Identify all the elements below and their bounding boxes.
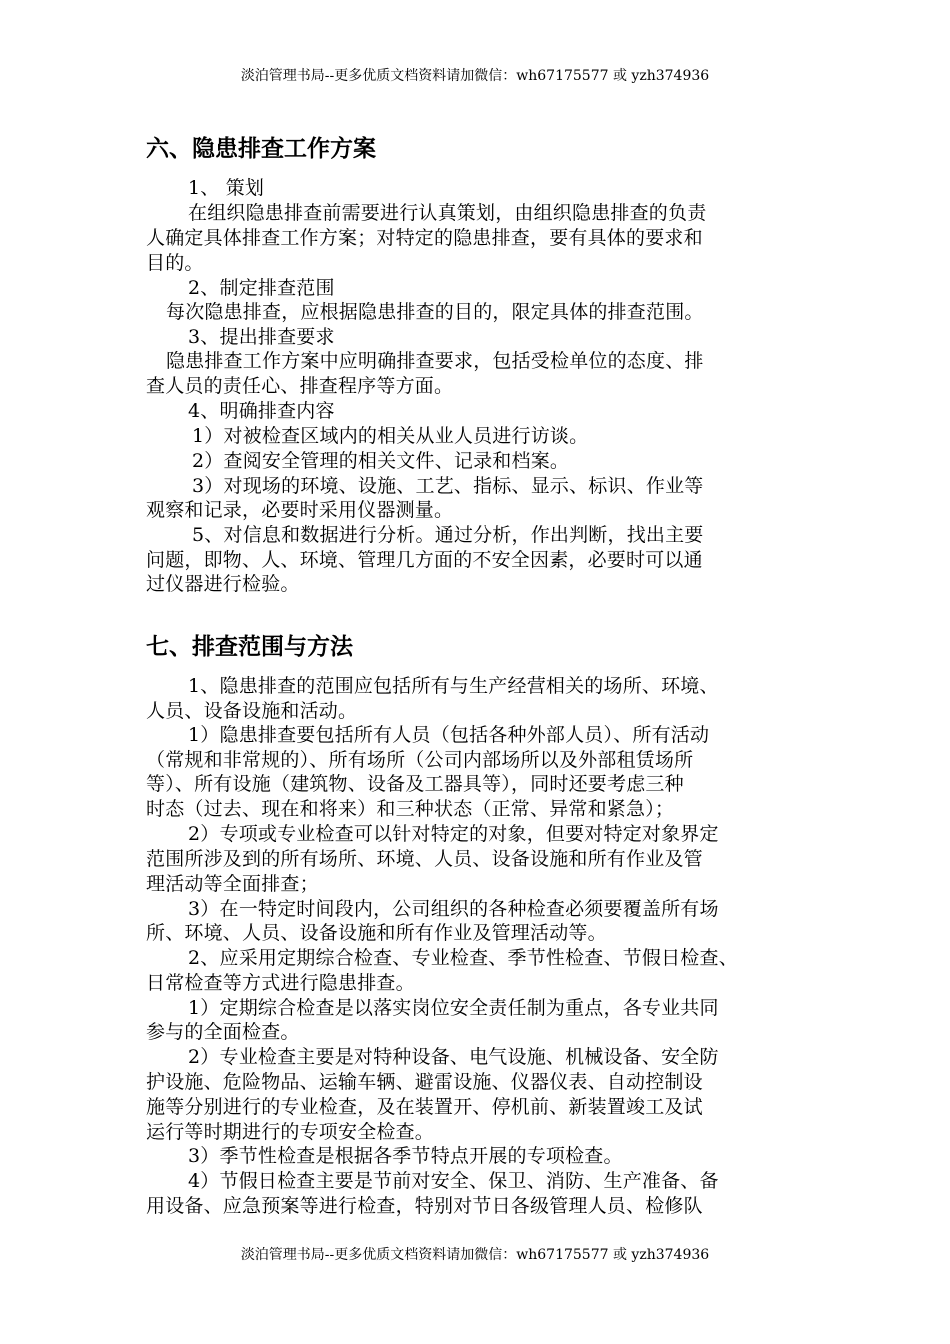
s6-line-6: 每次隐患排查，应根据隐患排查的目的，限定具体的排查范围。 bbox=[166, 301, 704, 323]
s7-line-8: 范围所涉及到的所有场所、环境、人员、设备设施和所有作业及管 bbox=[146, 848, 703, 870]
s7-line-10: 3）在一特定时间段内，公司组织的各种检查必须要覆盖所有场 bbox=[188, 898, 719, 920]
s7-line-12: 2、应采用定期综合检查、专业检查、季节性检查、节假日检查、 bbox=[188, 947, 738, 969]
s7-line-16: 2）专业检查主要是对特种设备、电气设施、机械设备、安全防 bbox=[188, 1046, 719, 1068]
s6-line-1: 1、 策划 bbox=[188, 177, 265, 199]
s7-line-19: 运行等时期进行的专项安全检查。 bbox=[146, 1121, 435, 1143]
s6-line-2: 在组织隐患排查前需要进行认真策划，由组织隐患排查的负责 bbox=[188, 202, 707, 224]
s6-line-14: 观察和记录，必要时采用仪器测量。 bbox=[146, 499, 454, 521]
s6-line-15: 5、对信息和数据进行分析。通过分析，作出判断，找出主要 bbox=[192, 524, 704, 546]
s6-line-4: 目的。 bbox=[146, 252, 204, 274]
s6-line-11: 1）对被检查区域内的相关从业人员进行访谈。 bbox=[192, 425, 589, 447]
s6-line-17: 过仪器进行检验。 bbox=[146, 573, 300, 595]
page-header: 淡泊管理书局--更多优质文档资料请加微信：wh67175577 或 yzh374936 bbox=[240, 68, 710, 84]
s7-line-22: 用设备、应急预案等进行检查，特别对节日各级管理人员、检修队 bbox=[146, 1195, 703, 1217]
s7-line-13: 日常检查等方式进行隐患排查。 bbox=[146, 972, 415, 994]
s6-line-13: 3）对现场的环境、设施、工艺、指标、显示、标识、作业等 bbox=[192, 475, 704, 497]
s7-line-14: 1）定期综合检查是以落实岗位安全责任制为重点，各专业共同 bbox=[188, 997, 719, 1019]
s7-line-15: 参与的全面检查。 bbox=[146, 1021, 300, 1043]
s7-line-2: 人员、设备设施和活动。 bbox=[146, 700, 358, 722]
s7-line-1: 1、隐患排查的范围应包括所有与生产经营相关的场所、环境、 bbox=[188, 675, 719, 697]
s6-line-16: 问题，即物、人、环境、管理几方面的不安全因素，必要时可以通 bbox=[146, 549, 703, 571]
s7-line-6: 时态（过去、现在和将来）和三种状态（正常、异常和紧急）； bbox=[146, 798, 675, 820]
s6-line-12: 2）查阅安全管理的相关文件、记录和档案。 bbox=[192, 450, 570, 472]
s7-line-3: 1）隐患排查要包括所有人员（包括各种外部人员）、所有活动 bbox=[188, 724, 710, 746]
s7-line-20: 3）季节性检查是根据各季节特点开展的专项检查。 bbox=[188, 1145, 623, 1167]
s6-line-5: 2、制定排查范围 bbox=[188, 277, 335, 299]
s7-line-18: 施等分别进行的专业检查，及在装置开、停机前、新装置竣工及试 bbox=[146, 1096, 703, 1118]
s7-line-7: 2）专项或专业检查可以针对特定的对象，但要对特定对象界定 bbox=[188, 823, 719, 845]
s7-line-17: 护设施、危险物品、运输车辆、避雷设施、仪器仪表、自动控制设 bbox=[146, 1071, 703, 1093]
s7-line-21: 4）节假日检查主要是节前对安全、保卫、消防、生产准备、备 bbox=[188, 1170, 719, 1192]
s6-line-8: 隐患排查工作方案中应明确排查要求，包括受检单位的态度、排 bbox=[166, 350, 704, 372]
s7-line-9: 理活动等全面排查； bbox=[146, 873, 319, 895]
section-6-title: 六、隐患排查工作方案 bbox=[146, 135, 376, 162]
s6-line-3: 人确定具体排查工作方案；对特定的隐患排查，要有具体的要求和 bbox=[146, 227, 703, 249]
s7-line-5: 等）、所有设施（建筑物、设备及工器具等），同时还要考虑三种 bbox=[146, 773, 684, 795]
s6-line-9: 查人员的责任心、排查程序等方面。 bbox=[146, 375, 454, 397]
section-7-title: 七、排查范围与方法 bbox=[146, 633, 353, 660]
s7-line-11: 所、环境、人员、设备设施和所有作业及管理活动等。 bbox=[146, 922, 607, 944]
s6-line-7: 3、提出排查要求 bbox=[188, 326, 335, 348]
page-footer: 淡泊管理书局--更多优质文档资料请加微信：wh67175577 或 yzh374936 bbox=[240, 1247, 710, 1263]
s6-line-10: 4、明确排查内容 bbox=[188, 400, 335, 422]
s7-line-4: （常规和非常规的）、所有场所（公司内部场所以及外部租赁场所 bbox=[146, 749, 694, 771]
